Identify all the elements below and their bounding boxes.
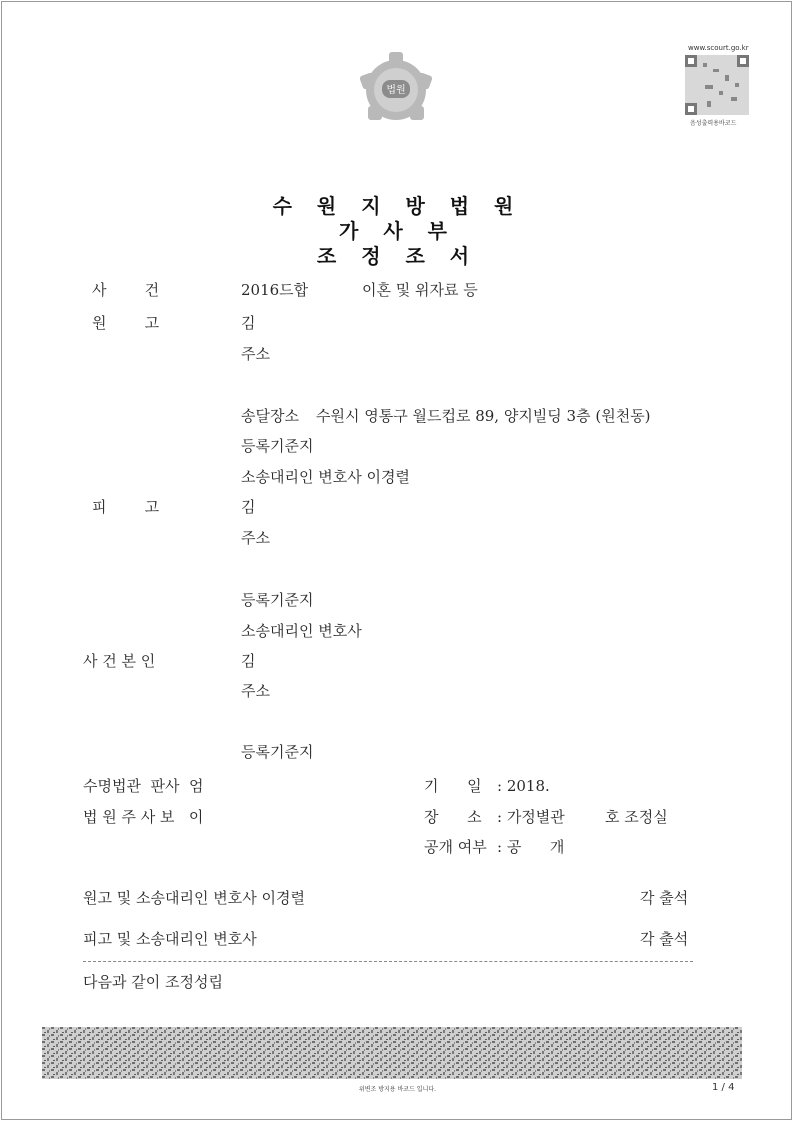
defendant-name: 김 — [241, 498, 256, 516]
public-label: 공개 여부 — [424, 838, 487, 856]
emblem-label: 법원 — [386, 85, 406, 96]
case-subject: 이혼 및 위자료 등 — [362, 281, 478, 299]
principal-name: 김 — [241, 652, 256, 670]
division-title: 가 사 부 — [339, 219, 456, 243]
barcode-caption: 위변조 방지용 바코드 입니다. — [358, 1086, 437, 1093]
attendance-who: 피고 및 소송대리인 변호사 — [83, 930, 257, 948]
plaintiff-service-address: 수원시 영통구 월드컵로 89, 양지빌딩 3층 (원천동) — [316, 407, 651, 425]
qr-code-icon — [685, 55, 749, 115]
clerk-label: 법 원 주 사 보 이 — [83, 808, 204, 826]
case-number: 2016드합 — [241, 281, 309, 299]
qr-caption: 음성출력용바코드 — [690, 120, 737, 127]
principal-label: 사 건 본 인 — [83, 652, 156, 670]
document-type-title: 조 정 조 서 — [316, 244, 479, 268]
place-room: 호 조정실 — [605, 808, 668, 826]
plaintiff-label: 원 고 — [92, 314, 160, 332]
settlement-line: 다음과 같이 조정성립 — [83, 973, 223, 991]
plaintiff-service-label: 송달장소 — [241, 407, 299, 425]
attendance-status: 각 출석 — [640, 930, 689, 948]
hearing-date-label: 기 일 — [424, 777, 482, 795]
court-title: 수 원 지 방 법 원 — [272, 194, 523, 218]
defendant-address-label: 주소 — [241, 529, 270, 547]
page-number: 1 / 4 — [712, 1082, 735, 1093]
principal-registry-label: 등록기준지 — [241, 743, 314, 761]
case-label: 사 건 — [92, 281, 160, 299]
judge-label: 수명법관 판사 엄 — [83, 777, 204, 795]
site-url: www.scourt.go.kr — [688, 44, 749, 52]
page-border — [1, 1, 792, 1120]
dashed-divider — [83, 961, 693, 962]
plaintiff-address-label: 주소 — [241, 345, 270, 363]
attendance-who: 원고 및 소송대리인 변호사 이경렬 — [83, 889, 305, 907]
attendance-status: 각 출석 — [640, 889, 689, 907]
defendant-registry-label: 등록기준지 — [241, 591, 314, 609]
plaintiff-registry-label: 등록기준지 — [241, 437, 314, 455]
principal-address-label: 주소 — [241, 682, 270, 700]
defendant-attorney: 소송대리인 변호사 — [241, 622, 362, 640]
hearing-date-value: : 2018. — [497, 777, 550, 795]
defendant-label: 피 고 — [92, 498, 160, 516]
plaintiff-name: 김 — [241, 314, 256, 332]
public-value: : 공 개 — [497, 838, 565, 856]
plaintiff-attorney: 소송대리인 변호사 이경렬 — [241, 468, 410, 486]
place-value: : 가정별관 — [497, 808, 565, 826]
place-label: 장 소 — [424, 808, 482, 826]
anti-forgery-barcode-icon — [42, 1027, 742, 1079]
